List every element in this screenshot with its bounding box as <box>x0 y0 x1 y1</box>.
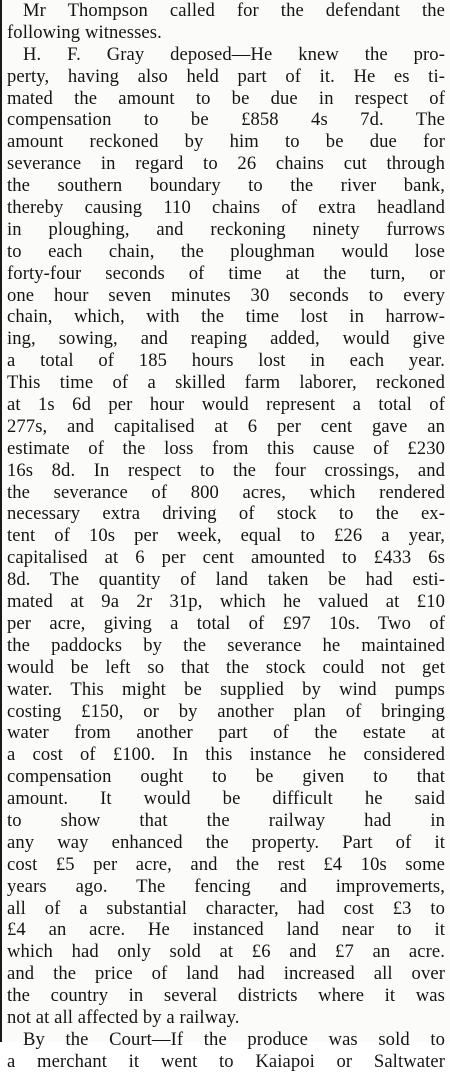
article-line: all of a substantial character, had cost £3 to <box>7 897 445 919</box>
article-line: perty, having also held part of it. He es ti- <box>7 65 445 87</box>
article-line: the paddocks by the severance he maintained <box>7 634 445 656</box>
article-line: would be left so that the stock could not get <box>7 656 445 678</box>
article-line: 8d. The quantity of land taken be had esti- <box>7 569 445 591</box>
article-line: a merchant it went to Kaiapoi or Saltwater <box>7 1050 445 1072</box>
article-line: By the Court—If the produce was sold to <box>23 1028 445 1050</box>
article-line: any way enhanced the property. Part of it <box>7 831 445 853</box>
article-line: mated the amount to be due in respect of <box>7 87 445 109</box>
article-line: 277s, and capitalised at 6 per cent gave an <box>7 415 445 437</box>
article-line: a cost of £100. In this instance he considered <box>7 744 445 766</box>
article-line: per acre, giving a total of £97 10s. Two of <box>7 612 445 634</box>
article-line: the country in several districts where it was <box>7 985 445 1007</box>
article-line: Mr Thompson called for the defendant the <box>23 0 445 21</box>
article-line: This time of a skilled farm laborer, reckoned <box>7 372 445 394</box>
article-line: necessary extra driving of stock to the ex- <box>7 503 445 525</box>
article-line: ing, sowing, and reaping added, would give <box>7 328 445 350</box>
article-line: following witnesses. <box>7 21 162 43</box>
article-line: compensation to be £858 4s 7d. The <box>7 109 445 131</box>
article-line: not at all affected by a railway. <box>7 1006 240 1028</box>
article-column <box>7 0 445 1073</box>
article-line: the southern boundary to the river bank, <box>7 175 445 197</box>
article-line: £4 an acre. He instanced land near to it <box>7 919 445 941</box>
article-line: tent of 10s per week, equal to £26 a year, <box>7 525 445 547</box>
column-rule <box>0 0 2 1042</box>
article-line: amount reckoned by him to be due for <box>7 131 445 153</box>
article-line: in ploughing, and reckoning ninety furrows <box>7 218 445 240</box>
article-line: one hour seven minutes 30 seconds to every <box>7 284 445 306</box>
article-line: cost £5 per acre, and the rest £4 10s some <box>7 853 445 875</box>
article-line: to show that the railway had in <box>7 809 445 831</box>
article-line: to each chain, the ploughman would lose <box>7 240 445 262</box>
article-line: amount. It would be difficult he said <box>7 788 445 810</box>
article-line: forty-four seconds of time at the turn, or <box>7 262 445 284</box>
article-line: chain, which, with the time lost in harrow- <box>7 306 445 328</box>
article-line: water from another part of the estate at <box>7 722 445 744</box>
article-line: H. F. Gray deposed—He knew the pro- <box>23 43 445 65</box>
article-line: mated at 9a 2r 31p, which he valued at £10 <box>7 591 445 613</box>
article-line: severance in regard to 26 chains cut through <box>7 153 445 175</box>
article-line: compensation ought to be given to that <box>7 766 445 788</box>
article-line: capitalised at 6 per cent amounted to £433 6s <box>7 547 445 569</box>
article-line: costing £150, or by another plan of bringing <box>7 700 445 722</box>
article-line: which had only sold at £6 and £7 an acre. <box>7 941 445 963</box>
article-line: the severance of 800 acres, which rendered <box>7 481 445 503</box>
article-line: at 1s 6d per hour would represent a total of <box>7 394 445 416</box>
article-line: a total of 185 hours lost in each year. <box>7 350 445 372</box>
article-line: water. This might be supplied by wind pumps <box>7 678 445 700</box>
article-line: thereby causing 110 chains of extra headland <box>7 197 445 219</box>
article-line: and the price of land had increased all over <box>7 963 445 985</box>
article-line: estimate of the loss from this cause of £230 <box>7 437 445 459</box>
article-line: 16s 8d. In respect to the four crossings, and <box>7 459 445 481</box>
article-line: years ago. The fencing and improvemerts, <box>7 875 445 897</box>
